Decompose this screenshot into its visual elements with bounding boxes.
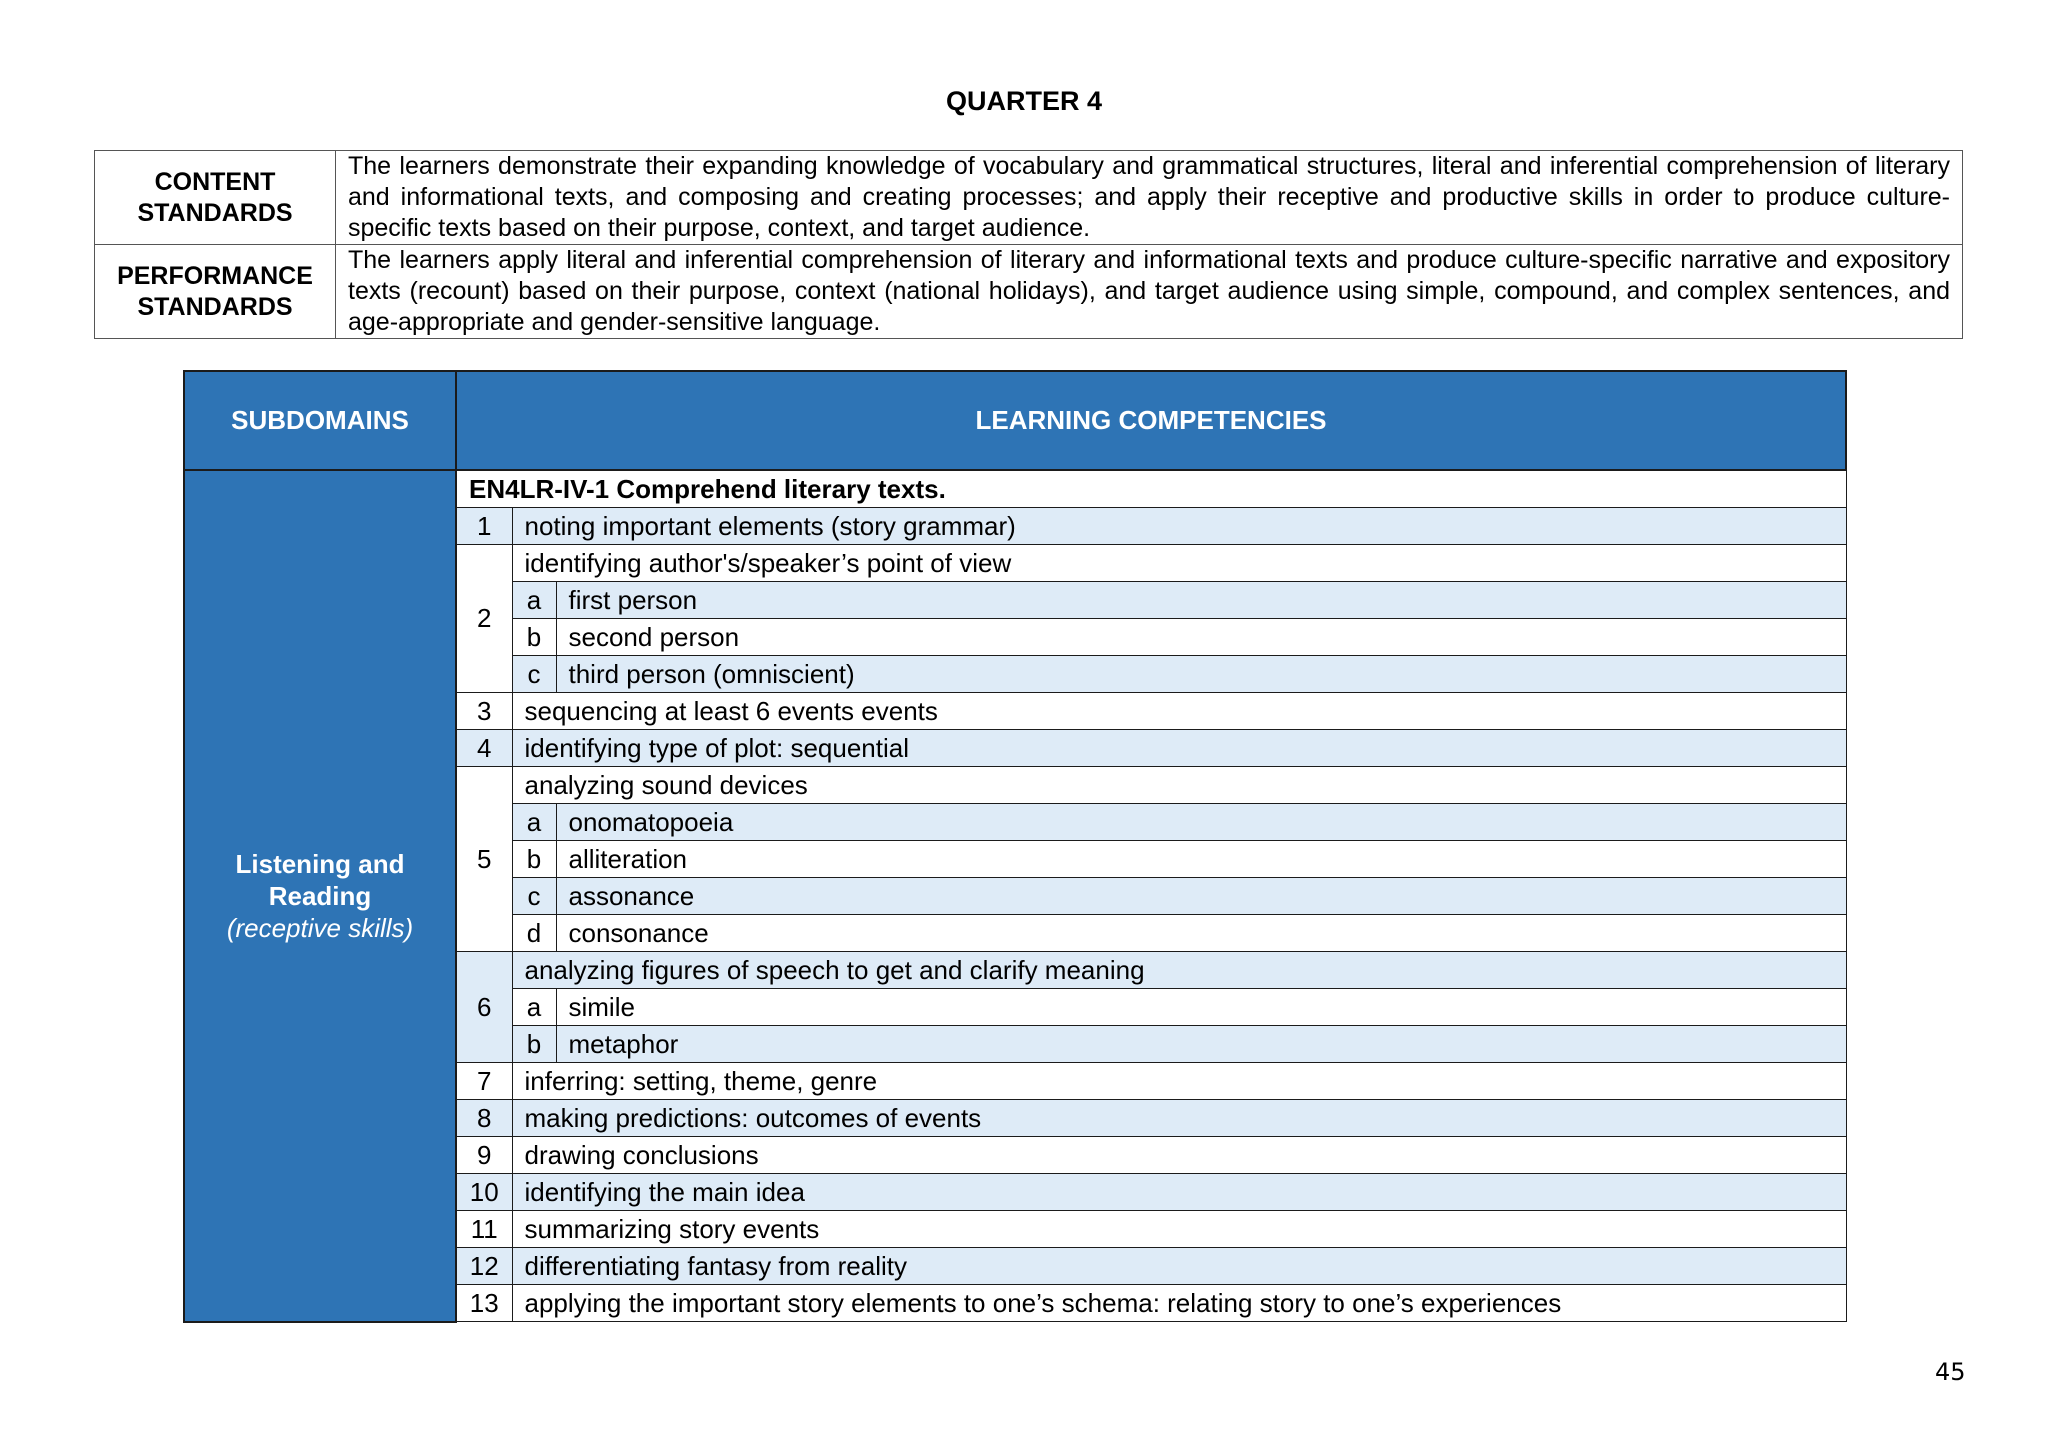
sub-item-text: second person — [556, 619, 1846, 656]
learning-competencies-header: LEARNING COMPETENCIES — [456, 371, 1846, 470]
item-text: sequencing at least 6 events events — [512, 693, 1846, 730]
sub-item-text: assonance — [556, 878, 1846, 915]
subdomains-header: SUBDOMAINS — [184, 371, 456, 470]
sub-item-text: third person (omniscient) — [556, 656, 1846, 693]
item-number: 4 — [456, 730, 512, 767]
item-text: identifying the main idea — [512, 1174, 1846, 1211]
item-text: making predictions: outcomes of events — [512, 1100, 1846, 1137]
sub-item-letter: d — [512, 915, 556, 952]
competency-code-heading: EN4LR-IV-1 Comprehend literary texts. — [456, 470, 1846, 508]
performance-standards-label: PERFORMANCE STANDARDS — [95, 245, 336, 339]
item-number: 5 — [456, 767, 512, 952]
sub-item-text: consonance — [556, 915, 1846, 952]
item-number: 7 — [456, 1063, 512, 1100]
item-text: noting important elements (story grammar) — [512, 508, 1846, 545]
item-text: differentiating fantasy from reality — [512, 1248, 1846, 1285]
sub-item-letter: b — [512, 841, 556, 878]
sub-item-text: onomatopoeia — [556, 804, 1846, 841]
content-standards-text: The learners demonstrate their expanding knowledge of vocabulary and grammatical structures, literal and inferential comprehension of literary and informational texts, and composing and creating processes; and apply their receptive and productive skills in order to produce culture-specific texts based on their purpose, context, and target audience. — [336, 151, 1963, 245]
performance-standards-text: The learners apply literal and inferential comprehension of literary and informational texts and produce culture-specific narrative and expository texts (recount) based on their purpose, context (national holidays), and target audience using simple, compound, and complex sentences, and age-appropriate and gender-sensitive language. — [336, 245, 1963, 339]
item-number: 13 — [456, 1285, 512, 1322]
performance-standards-row — [95, 245, 1963, 339]
header-row — [184, 371, 1846, 470]
sub-item-letter: a — [512, 582, 556, 619]
page-title: QUARTER 4 — [945, 86, 1102, 116]
sub-item-letter: c — [512, 878, 556, 915]
subdomain-note: (receptive skills) — [226, 912, 414, 943]
sub-item-text: alliteration — [556, 841, 1846, 878]
item-number: 12 — [456, 1248, 512, 1285]
item-text: identifying author's/speaker’s point of view — [512, 545, 1846, 582]
item-text: applying the important story elements to one’s schema: relating story to one’s experiences — [512, 1285, 1846, 1322]
subdomain-cell — [184, 470, 456, 1322]
code-row — [184, 470, 1846, 508]
content-standards-label: CONTENT STANDARDS — [95, 151, 336, 245]
item-number: 9 — [456, 1137, 512, 1174]
item-text: inferring: setting, theme, genre — [512, 1063, 1846, 1100]
item-number: 1 — [456, 508, 512, 545]
item-text: analyzing sound devices — [512, 767, 1846, 804]
item-number: 6 — [456, 952, 512, 1063]
item-number: 10 — [456, 1174, 512, 1211]
item-number: 11 — [456, 1211, 512, 1248]
item-text: summarizing story events — [512, 1211, 1846, 1248]
content-standards-row — [95, 151, 1963, 245]
sub-item-text: metaphor — [556, 1026, 1846, 1063]
sub-item-text: first person — [556, 582, 1846, 619]
sub-item-letter: b — [512, 1026, 556, 1063]
subdomain-name: Listening and Reading — [235, 848, 405, 911]
item-number: 2 — [456, 545, 512, 693]
item-text: analyzing figures of speech to get and clarify meaning — [512, 952, 1846, 989]
sub-item-letter: a — [512, 804, 556, 841]
sub-item-letter: c — [512, 656, 556, 693]
sub-item-letter: a — [512, 989, 556, 1026]
item-number: 3 — [456, 693, 512, 730]
standards-table — [94, 150, 1963, 339]
item-number: 8 — [456, 1100, 512, 1137]
item-text: drawing conclusions — [512, 1137, 1846, 1174]
competencies-table — [183, 370, 1847, 1323]
page-number: 45 — [1935, 1358, 1966, 1386]
item-text: identifying type of plot: sequential — [512, 730, 1846, 767]
sub-item-text: simile — [556, 989, 1846, 1026]
sub-item-letter: b — [512, 619, 556, 656]
